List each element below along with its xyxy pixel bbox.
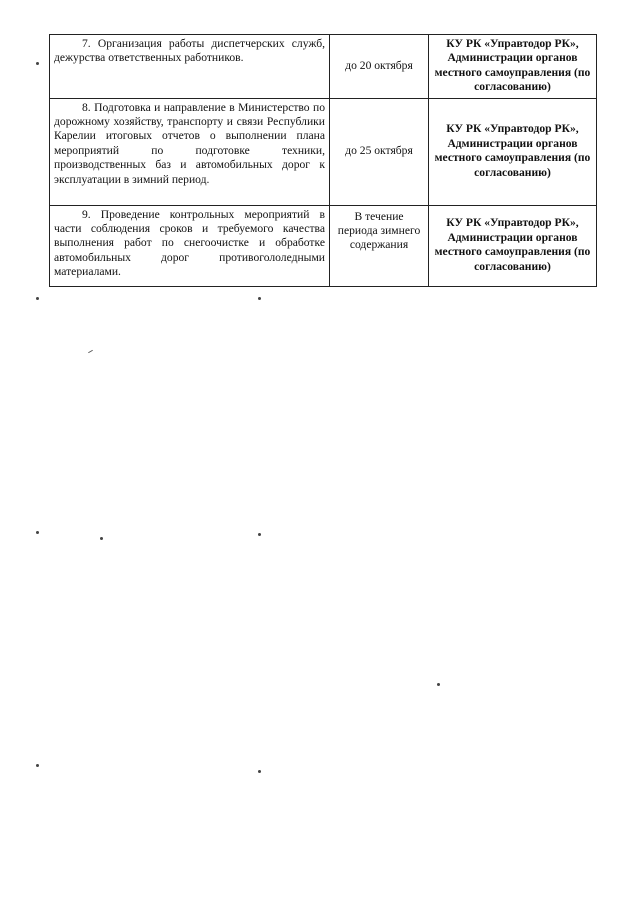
table-row [50, 205, 597, 286]
task-text: 7. Организация работы диспетчерских служб, дежурства ответственных работников. [54, 37, 325, 65]
responsible-cell: КУ РК «Управтодор РК», Администрации органов местного самоуправления (по согласованию) [429, 205, 597, 286]
responsible-cell: КУ РК «Управтодор РК», Администрации органов местного самоуправления (по согласованию) [429, 35, 597, 99]
task-text: 9. Проведение контрольных мероприятий в части соблюдения сроков и требуемого качества выполнения работ по снегоочистке и обработке автомобильных дорог противогололедными материалами. [54, 207, 325, 279]
scan-mark [36, 297, 39, 300]
table-row [50, 35, 597, 99]
term-cell: В течение периода зимнего содержания [330, 205, 429, 286]
term-cell: до 20 октября [330, 35, 429, 99]
term-cell: до 25 октября [330, 98, 429, 205]
scan-mark [36, 62, 39, 65]
table-row [50, 98, 597, 205]
scan-mark [258, 533, 261, 536]
scan-mark [437, 683, 440, 686]
scan-mark [100, 537, 103, 540]
scan-mark [36, 531, 39, 534]
responsible-cell: КУ РК «Управтодор РК», Администрации органов местного самоуправления (по согласованию) [429, 98, 597, 205]
scan-mark [88, 350, 93, 353]
task-cell [50, 98, 330, 205]
plan-table [49, 34, 597, 287]
scan-mark [36, 764, 39, 767]
task-text: 8. Подготовка и направление в Министерство по дорожному хозяйству, транспорту и связи Республики Карелии итоговых отчетов о выполнении плана мероприятий по подготовке техники, производственных баз и автомобильных дорог к эксплуатации в зимний период. [54, 100, 325, 186]
task-cell [50, 205, 330, 286]
task-cell [50, 35, 330, 99]
scan-mark [258, 297, 261, 300]
scan-mark [258, 770, 261, 773]
